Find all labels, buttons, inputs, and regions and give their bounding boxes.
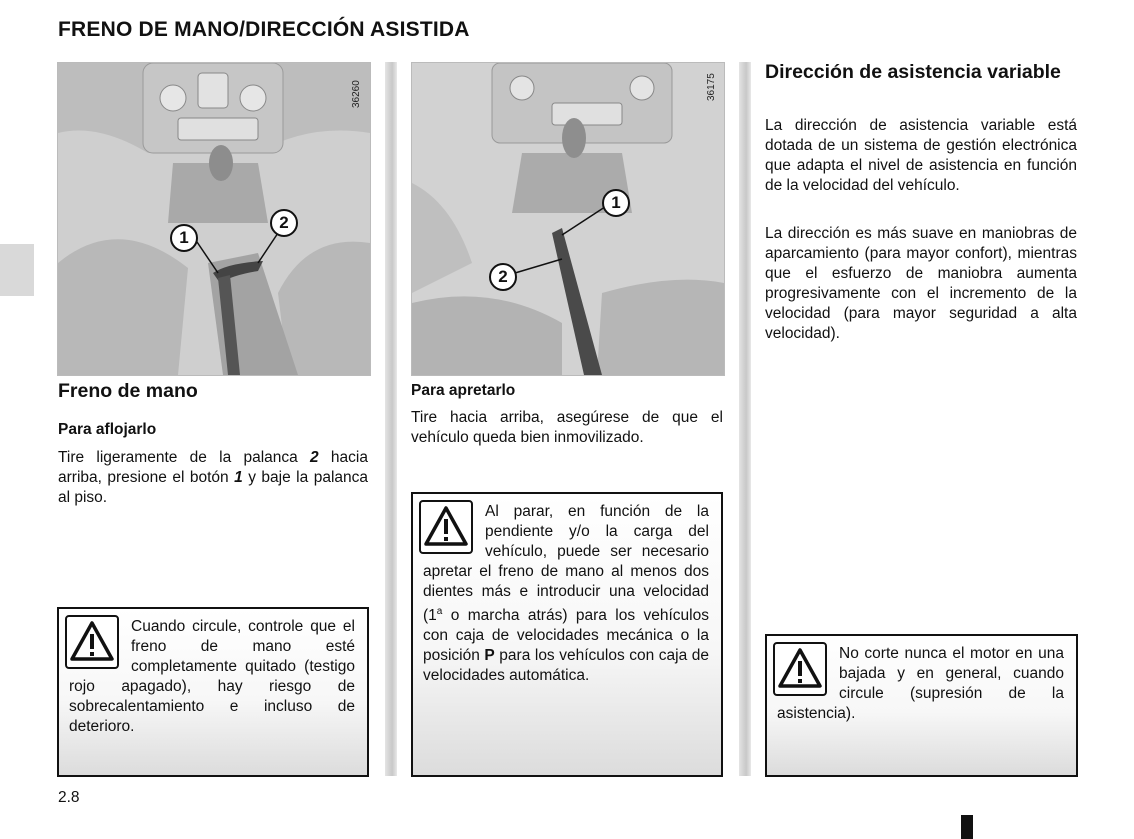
section-heading-direccion: Dirección de asistencia variable — [765, 61, 1061, 83]
subheading-apretar: Para apretarlo — [411, 382, 516, 399]
direccion-paragraph-2: La dirección es más suave en maniobras de aparcamiento (para mayor confort), mientras que el esfuerzo de maniobra aumenta progresivamente con el incremento de la velocidad (para mayor seguridad a alta velocidad). — [765, 225, 1077, 342]
handbrake-photo-front — [57, 62, 371, 376]
section-heading-freno-de-mano: Freno de mano — [58, 380, 198, 402]
direccion-paragraph-1: La dirección de asistencia variable está dotada de un sistema de gestión electrónica que adapta el nivel de asistencia en función de la velocidad del vehículo. — [765, 117, 1077, 194]
figure-id: 36175 — [706, 73, 717, 101]
cabin-illustration — [412, 63, 724, 375]
chapter-tab — [0, 244, 34, 296]
handbrake-photo-side — [411, 62, 725, 376]
column-divider — [385, 62, 397, 776]
apretar-instructions: Tire hacia arriba, asegúrese de que el vehículo queda bien inmovilizado. — [411, 409, 723, 446]
warning-text: Cuando circule, controle que el freno de mano esté completamente quitado (testigo rojo apagado), hay riesgo de sobrecalentamiento e incluso de deterioro. — [69, 618, 355, 735]
warning-text: No corte nunca el motor en una bajada y en general, cuando circule (supresión de la asistencia). — [777, 645, 1064, 722]
thumb-index-mark — [961, 815, 973, 839]
callout-2: 2 — [270, 209, 298, 237]
subheading-aflojar: Para aflojarlo — [58, 421, 157, 438]
warning-box-heat — [57, 607, 369, 777]
warning-box-engine — [765, 634, 1078, 777]
callout-1: 1 — [170, 224, 198, 252]
warning-icon — [65, 615, 119, 669]
warning-icon — [419, 500, 473, 554]
column-divider — [739, 62, 751, 776]
aflojar-instructions: Tire ligeramente de la palanca 2 hacia arriba, presione el botón 1 y baje la palanca al piso. — [58, 449, 369, 506]
callout-1: 1 — [602, 189, 630, 217]
cabin-illustration — [58, 63, 370, 375]
warning-icon — [773, 642, 827, 696]
figure-id: 36260 — [351, 80, 362, 108]
page-number: 2.8 — [58, 789, 80, 806]
page-title: FRENO DE MANO/DIRECCIÓN ASISTIDA — [58, 18, 470, 41]
callout-2: 2 — [489, 263, 517, 291]
warning-text: Al parar, en función de la pendiente y/o la carga del vehículo, puede ser necesario apretar el freno de mano al menos dos dientes más e introducir una velocidad (1$^a$ o marcha atrás) para los vehículos con caja de velocidades mecánica o la posición P para los vehículos con caja de velocidades automática. — [423, 503, 709, 685]
warning-box-parking — [411, 492, 723, 777]
